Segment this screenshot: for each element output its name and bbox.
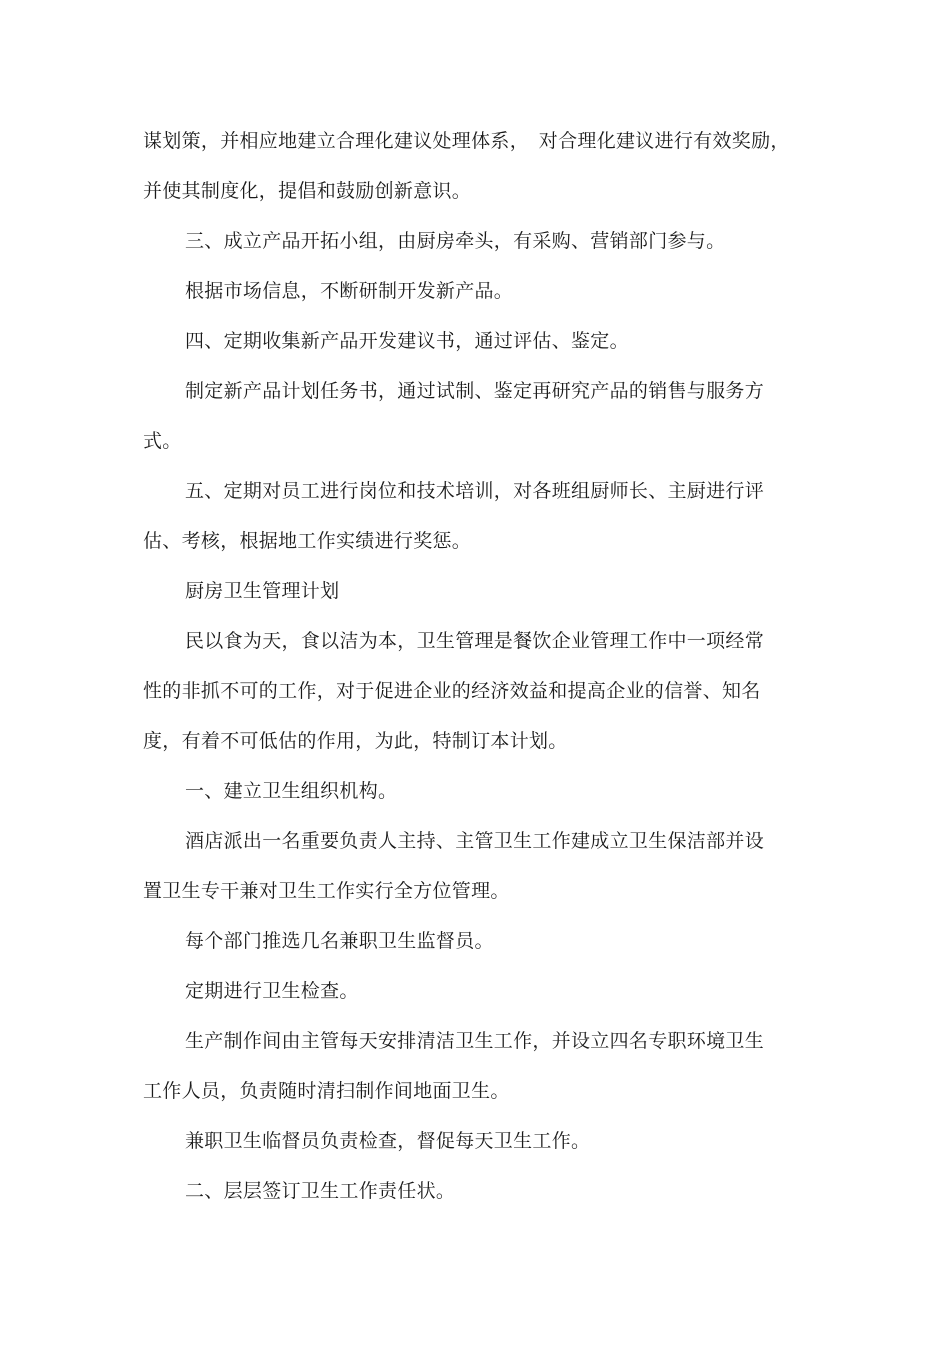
text-line: 酒店派出一名重要负责人主持、主管卫生工作建成立卫生保洁部并设 <box>185 830 765 852</box>
text-line: 并使其制度化，提倡和鼓励创新意识。 <box>143 180 472 202</box>
text-line: 估、考核，根据地工作实绩进行奖惩。 <box>143 530 472 552</box>
text-line: 工作人员，负责随时清扫制作间地面卫生。 <box>143 1080 510 1102</box>
text-line: 兼职卫生临督员负责检查，督促每天卫生工作。 <box>185 1130 591 1152</box>
text-line: 四、定期收集新产品开发建议书，通过评估、鉴定。 <box>185 330 629 352</box>
text-line: 谋划策，并相应地建立合理化建议处理体系， 对合理化建议进行有效奖励， <box>143 130 790 152</box>
section-heading: 厨房卫生管理计划 <box>185 580 340 602</box>
text-line: 根据市场信息，不断研制开发新产品。 <box>185 280 514 302</box>
text-line: 定期进行卫生检查。 <box>185 980 359 1002</box>
text-line: 民以食为天，食以洁为本，卫生管理是餐饮企业管理工作中一项经常 <box>185 630 765 652</box>
text-line: 每个部门推选几名兼职卫生监督员。 <box>185 930 494 952</box>
text-line: 制定新产品计划任务书，通过试制、鉴定再研究产品的销售与服务方 <box>185 380 765 402</box>
text-line: 置卫生专干兼对卫生工作实行全方位管理。 <box>143 880 510 902</box>
text-line: 度，有着不可低估的作用，为此，特制订本计划。 <box>143 730 568 752</box>
text-line: 性的非抓不可的工作，对于促进企业的经济效益和提高企业的信誉、知名 <box>143 680 761 702</box>
text-line: 式。 <box>143 430 182 452</box>
text-line: 二、层层签订卫生工作责任状。 <box>185 1180 456 1202</box>
text-line: 一、建立卫生组织机构。 <box>185 780 398 802</box>
text-line: 生产制作间由主管每天安排清洁卫生工作，并设立四名专职环境卫生 <box>185 1030 765 1052</box>
text-line: 五、定期对员工进行岗位和技术培训，对各班组厨师长、主厨进行评 <box>185 480 765 502</box>
text-line: 三、成立产品开拓小组，由厨房牵头，有采购、营销部门参与。 <box>185 230 726 252</box>
